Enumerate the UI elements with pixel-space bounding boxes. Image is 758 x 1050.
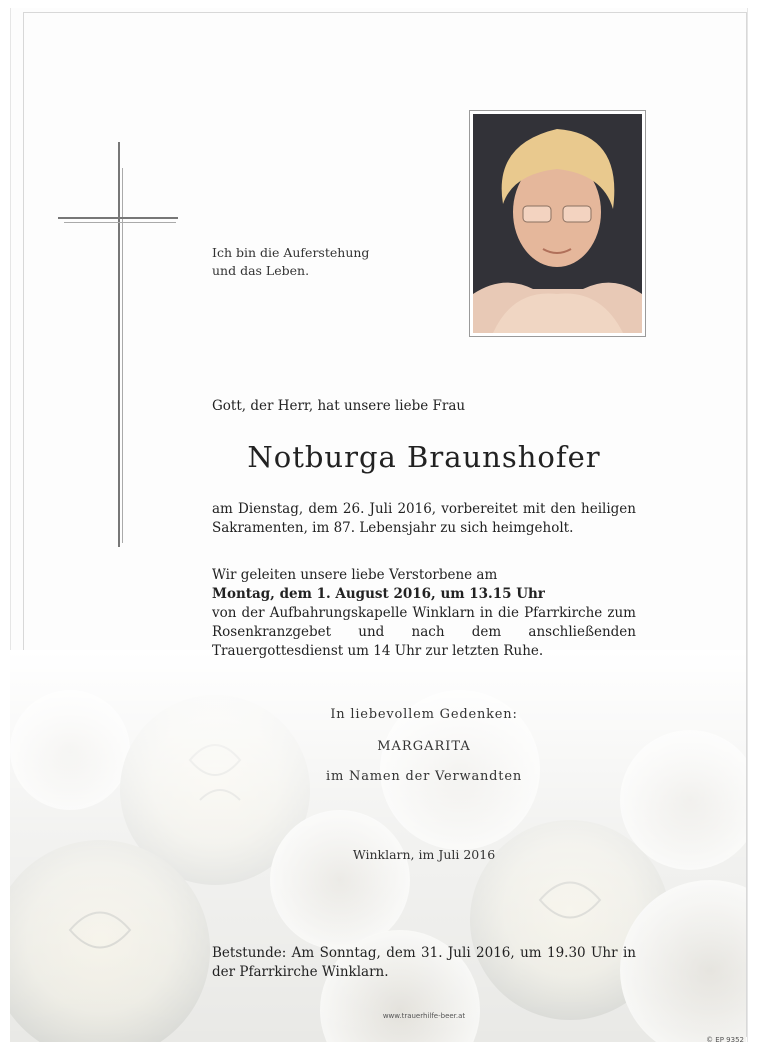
portrait-frame <box>469 110 646 337</box>
funeral-intro: Wir geleiten unsere liebe Verstorbene am <box>212 567 498 583</box>
intro-text: Gott, der Herr, hat unsere liebe Frau <box>212 398 466 414</box>
place-date: Winklarn, im Juli 2016 <box>352 847 496 862</box>
cross-vertical <box>118 142 120 547</box>
document-code: © EP 9352 <box>706 1036 744 1044</box>
verse-line-1: Ich bin die Auferstehung <box>212 245 370 260</box>
verse-line-2: und das Leben. <box>212 263 310 278</box>
relatives-line: im Namen der Verwandten <box>326 769 522 784</box>
cross-horizontal <box>58 217 178 219</box>
memory-line: In liebevollem Gedenken: <box>330 707 518 722</box>
bible-verse <box>212 244 369 280</box>
funeral-rest: von der Aufbahrungskapelle Winklarn in die Pfarrkirche zum Rosenkranzgebet und nach dem anschließenden Trauergottesdienst um 14 Uhr zur letzten Ruhe. <box>212 605 636 659</box>
prayer-hour-notice: Betstunde: Am Sonntag, dem 31. Juli 2016, um 19.30 Uhr in der Pfarrkirche Winklarn. <box>212 945 636 980</box>
funeral-details <box>212 566 636 661</box>
portrait-photo <box>473 114 642 333</box>
funeral-date: Montag, dem 1. August 2016, um 13.15 Uhr <box>212 586 545 602</box>
cross-vertical-shadow <box>122 168 123 543</box>
cross-horizontal-shadow <box>64 222 176 223</box>
deceased-name: Notburga Braunshofer <box>247 440 601 474</box>
signer-name: MARGARITA <box>377 739 471 754</box>
website-url: www.trauerhilfe-beer.at <box>382 1012 466 1020</box>
death-notice-text: am Dienstag, dem 26. Juli 2016, vorbereitet mit den heiligen Sakramenten, im 87. Lebensjahr zu sich heimgeholt. <box>212 501 636 536</box>
